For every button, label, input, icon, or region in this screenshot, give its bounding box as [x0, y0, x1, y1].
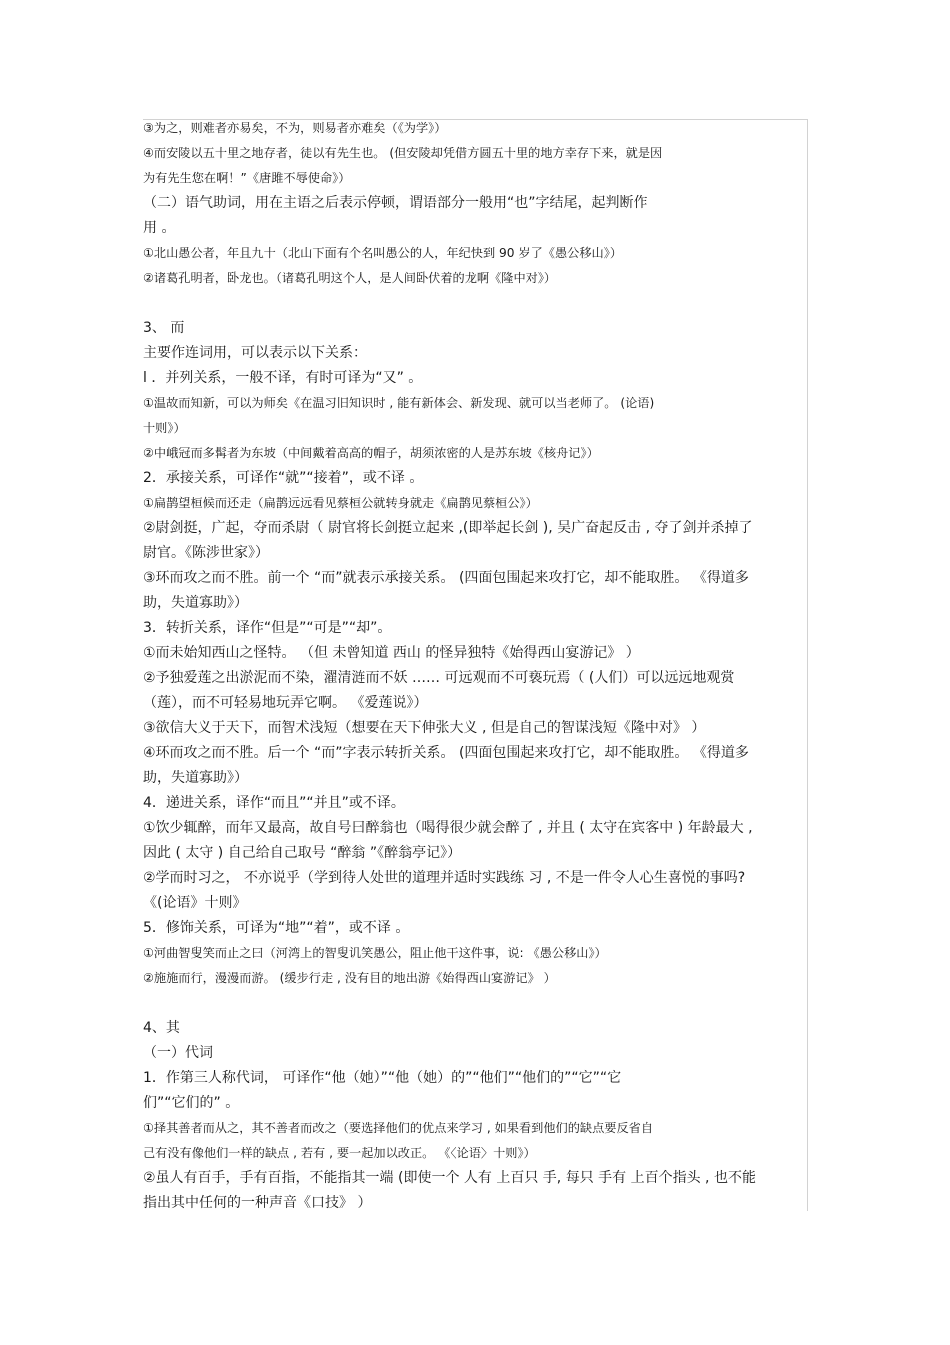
subsection-heading: （一）代词	[143, 1045, 213, 1061]
text-line: ①北山愚公者，年且九十（北山下面有个名叫愚公的人，年纪快到 90 岁了《愚公移山》）	[143, 246, 623, 260]
text-line: ③环而攻之而不胜。前一个 “而”就表示承接关系。 (四面包围起来攻打它，却不能取胜。 《得道多	[143, 570, 749, 586]
section-heading: 3、 而	[143, 320, 185, 336]
spacer	[143, 991, 805, 1016]
subsection-heading: 2．承接关系，可译作“就”“接着”，或不译 。	[143, 470, 424, 486]
text-line: 十则》）	[143, 421, 186, 435]
text-line: 助，失道寡助》）	[143, 595, 248, 611]
spacer	[143, 291, 805, 316]
document-body	[143, 116, 805, 1216]
text-line: （莲），而不可轻易地玩弄它啊。 《爱莲说》）	[143, 695, 428, 711]
page-border-right	[807, 119, 808, 1211]
text-line: ①择其善者而从之，其不善者而改之（要选择他们的优点来学习 , 如果看到他们的缺点要反省自	[143, 1121, 654, 1135]
section-heading: （二）语气助词，用在主语之后表示停顿，谓语部分一般用“也”字结尾，起判断作	[143, 195, 648, 211]
text-line: ①饮少辄醉，而年又最高，故自号曰醉翁也（喝得很少就会醉了 , 并且 ( 太守在宾客中 ) 年龄最大 ,	[143, 820, 753, 836]
text-line: ②虽人有百手，手有百指，不能指其一端 (即使一个 人有 上百只 手, 每只 手有 上百个指头 , 也不能	[143, 1170, 756, 1186]
text-line: ③欲信大义于天下，而智术浅短（想要在天下伸张大义 , 但是自己的智谋浅短《隆中对》 ）	[143, 720, 706, 736]
text-line: 因此 ( 太守 ) 自己给自己取号 “醉翁 ”《醉翁亭记》）	[143, 845, 462, 861]
section-heading: 4、其	[143, 1020, 180, 1036]
text-line: ④环而攻之而不胜。后一个 “而”字表示转折关系。 (四面包围起来攻打它，却不能取胜。 《得道多	[143, 745, 749, 761]
text-line: ④而安陵以五十里之地存者，徒以有先生也。 (但安陵却凭借方圆五十里的地方幸存下来，就是因	[143, 146, 663, 160]
text-line: ②学而时习之， 不亦说乎（学到待人处世的道理并适时实践练 习 , 不是一件令人心生喜悦的事吗?	[143, 870, 746, 886]
text-line: ①而未始知西山之怪特。 （但 未曾知道 西山 的怪异独特《始得西山宴游记》 ）	[143, 645, 640, 661]
text-line: ②予独爱莲之出淤泥而不染，濯清涟而不妖 …… 可远观而不可亵玩焉（ (人们）可以远远地观赏	[143, 670, 735, 686]
text-line: 尉官。《陈涉世家》）	[143, 545, 269, 561]
section-heading-cont: 用 。	[143, 220, 176, 236]
text-line: ②诸葛孔明者，卧龙也。（诸葛孔明这个人，是人间卧伏着的龙啊《隆中对》）	[143, 271, 557, 285]
text-line: ②尉剑挺，广起，夺而杀尉（ 尉官将长剑挺立起来 ,(即举起长剑 ), 吴广奋起反击 , 夺了剑并杀掉了	[143, 520, 753, 536]
text-line: ②施施而行，漫漫而游。 (缓步行走 , 没有目的地出游《始得西山宴游记》 ）	[143, 971, 556, 985]
text-line: 己有没有像他们一样的缺点 , 若有 , 要一起加以改正。 《〈论语〉十则》）	[143, 1146, 536, 1160]
text-line: 《(论语》十则》	[143, 895, 247, 911]
text-line: 1．作第三人称代词， 可译作“他（她）”“他（她）的”“他们”“他们的”“它”“它	[143, 1070, 622, 1086]
subsection-heading: 4．递进关系，译作“而且”“并且”或不译。	[143, 795, 405, 811]
subsection-heading: l ．并列关系，一般不译，有时可译为“又” 。	[143, 370, 423, 386]
text-line: ②中峨冠而多髯者为东坡（中间戴着高高的帽子，胡须浓密的人是苏东坡《核舟记》）	[143, 446, 599, 460]
text-line: ③为之，则难者亦易矣，不为，则易者亦难矣（《为学》）	[143, 121, 447, 135]
text-line: 助，失道寡助》）	[143, 770, 248, 786]
text-line: 为有先生您在啊！”《唐雎不辱使命》）	[143, 171, 351, 185]
text-line: ①河曲智叟笑而止之曰（河湾上的智叟讥笑愚公，阻止他干这件事，说: 《愚公移山》）	[143, 946, 607, 960]
text-line: ①温故而知新，可以为师矣《在温习旧知识时 , 能有新体会、新发现、就可以当老师了。 (论语)	[143, 396, 655, 410]
text-line: 指出其中任何的一种声音《口技》 ）	[143, 1195, 372, 1211]
subsection-heading: 5．修饰关系，可译为“地”“着”，或不译 。	[143, 920, 410, 936]
text-line: ①扁鹊望桓候而还走（扁鹊远远看见蔡桓公就转身就走《扁鹊见蔡桓公》）	[143, 496, 538, 510]
text-line: 们”“它们的” 。	[143, 1095, 240, 1111]
section-intro: 主要作连词用，可以表示以下关系：	[143, 345, 367, 361]
subsection-heading: 3．转折关系，译作“但是”“可是”“却”。	[143, 620, 392, 636]
